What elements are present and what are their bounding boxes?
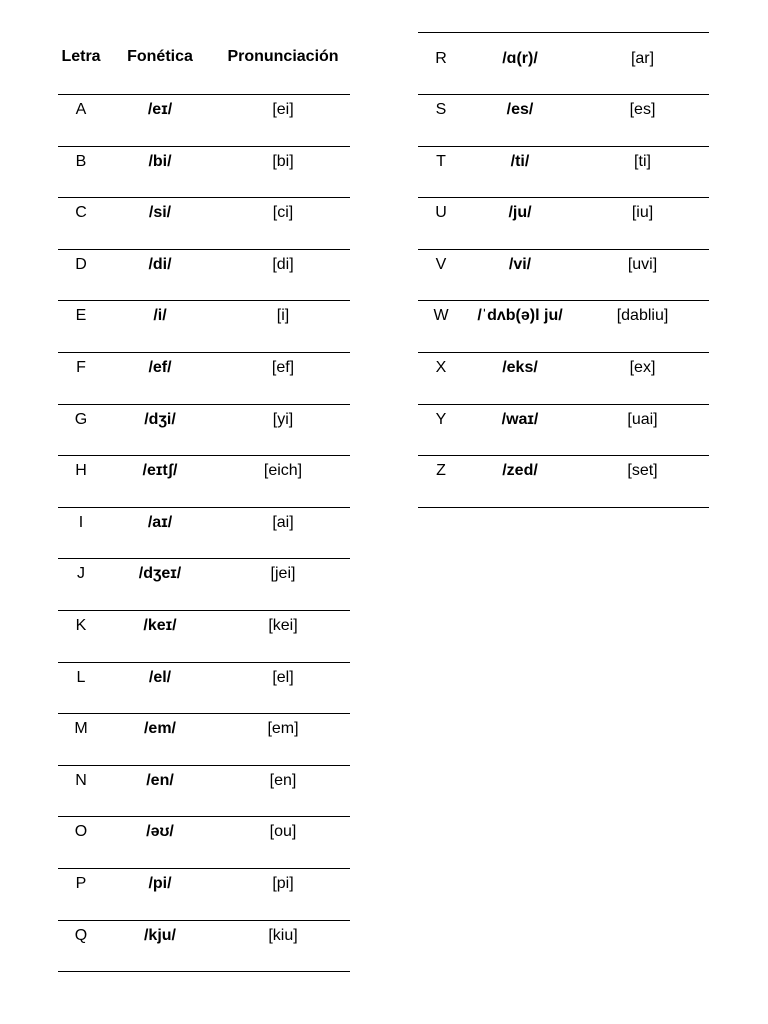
table-row — [58, 559, 350, 611]
cell-pronunciation: [set] — [627, 462, 658, 480]
cell-phonetic: /ju/ — [508, 204, 532, 222]
cell-letter: Y — [435, 410, 447, 428]
table-row — [58, 250, 350, 302]
table-row — [58, 198, 350, 250]
table-row — [418, 95, 709, 147]
cell-phonetic: /pi/ — [148, 874, 172, 892]
table-row — [58, 663, 350, 715]
table-body-right — [418, 32, 709, 508]
table-row — [58, 147, 350, 199]
cell-pronunciation: [em] — [267, 720, 299, 738]
cell-letter: V — [435, 255, 447, 273]
table-header — [58, 32, 350, 95]
table-row — [418, 301, 709, 353]
header-phonetic: Fonética — [127, 48, 193, 65]
cell-pronunciation: [kei] — [268, 616, 298, 634]
table-row — [418, 353, 709, 405]
table-row — [418, 456, 709, 508]
table-row — [418, 405, 709, 457]
cell-letter: B — [75, 152, 87, 170]
cell-letter: S — [435, 101, 447, 118]
table-row — [58, 817, 350, 869]
table-row — [58, 714, 350, 766]
cell-phonetic: /di/ — [148, 255, 172, 273]
cell-pronunciation: [eich] — [263, 462, 303, 480]
cell-letter: H — [75, 462, 87, 480]
cell-pronunciation: [ou] — [269, 823, 297, 841]
cell-letter: X — [435, 358, 447, 376]
table-row — [58, 611, 350, 663]
cell-phonetic: /ˈdʌb(ə)l ju/ — [477, 307, 563, 325]
cell-pronunciation: [ai] — [272, 513, 294, 531]
cell-pronunciation: [uai] — [627, 410, 658, 428]
cell-phonetic: /es/ — [506, 101, 534, 118]
table-row — [58, 766, 350, 818]
table-body-left — [58, 95, 350, 972]
cell-pronunciation: [ef] — [271, 358, 295, 376]
header-pronunciation: Pronunciación — [227, 48, 339, 65]
cell-letter: Q — [74, 926, 88, 944]
alphabet-table-left — [58, 32, 350, 972]
cell-phonetic: /ef/ — [148, 358, 172, 376]
cell-pronunciation: [jei] — [270, 565, 296, 583]
table-row — [58, 301, 350, 353]
cell-phonetic: /vi/ — [508, 255, 532, 273]
cell-letter: F — [76, 358, 86, 376]
cell-pronunciation: [dabliu] — [616, 307, 669, 325]
table-row — [58, 508, 350, 560]
cell-phonetic: /zed/ — [502, 462, 538, 480]
cell-letter: M — [74, 720, 88, 738]
cell-letter: L — [76, 668, 86, 686]
table-row — [58, 95, 350, 147]
table-row — [58, 405, 350, 457]
cell-phonetic: /eɪ/ — [147, 101, 173, 118]
cell-letter: U — [435, 204, 447, 222]
cell-phonetic: /ti/ — [510, 152, 530, 170]
cell-phonetic: /si/ — [148, 204, 172, 222]
cell-pronunciation: [el] — [272, 668, 294, 686]
cell-letter: Z — [436, 462, 446, 480]
cell-letter: W — [433, 307, 449, 325]
cell-letter: G — [74, 410, 88, 428]
cell-pronunciation: [bi] — [272, 152, 294, 170]
cell-letter: J — [77, 565, 85, 583]
table-row — [418, 198, 709, 250]
cell-letter: K — [75, 616, 87, 634]
cell-phonetic: /em/ — [143, 720, 176, 738]
cell-letter: N — [75, 771, 87, 789]
cell-letter: T — [436, 152, 446, 170]
cell-pronunciation: [en] — [269, 771, 297, 789]
cell-pronunciation: [di] — [272, 255, 294, 273]
table-row — [58, 353, 350, 405]
cell-phonetic: /aɪ/ — [147, 513, 173, 531]
cell-pronunciation: [i] — [276, 307, 290, 325]
cell-pronunciation: [uvi] — [627, 255, 658, 273]
cell-pronunciation: [kiu] — [268, 926, 298, 944]
cell-pronunciation: [yi] — [272, 410, 294, 428]
cell-pronunciation: [ti] — [634, 152, 651, 170]
table-row — [58, 456, 350, 508]
table-row — [418, 147, 709, 199]
cell-phonetic: /eks/ — [502, 358, 538, 376]
cell-phonetic: /kju/ — [143, 926, 176, 944]
cell-phonetic: /bi/ — [148, 152, 172, 170]
cell-phonetic: /el/ — [148, 668, 172, 686]
cell-pronunciation: [ar] — [630, 50, 655, 67]
cell-letter: R — [435, 50, 447, 67]
table-row — [58, 921, 350, 973]
cell-phonetic: /dʒeɪ/ — [138, 565, 182, 583]
cell-pronunciation: [ei] — [272, 101, 294, 118]
alphabet-table-right — [418, 32, 709, 508]
cell-letter: P — [75, 874, 87, 892]
cell-phonetic: /waɪ/ — [501, 410, 539, 428]
cell-letter: O — [74, 823, 88, 841]
cell-phonetic: /i/ — [153, 307, 167, 325]
cell-phonetic: /eɪtʃ/ — [142, 462, 178, 480]
cell-letter: E — [75, 307, 87, 325]
cell-phonetic: /ɑ(r)/ — [502, 50, 538, 67]
cell-pronunciation: [es] — [629, 101, 656, 118]
cell-pronunciation: [ci] — [272, 204, 294, 222]
cell-phonetic: /keɪ/ — [143, 616, 177, 634]
cell-pronunciation: [iu] — [631, 204, 654, 222]
table-row — [418, 250, 709, 302]
header-letter: Letra — [61, 48, 101, 65]
cell-phonetic: /əʊ/ — [146, 823, 174, 841]
cell-pronunciation: [ex] — [629, 358, 656, 376]
cell-letter: D — [75, 255, 87, 273]
cell-letter: I — [78, 513, 84, 531]
cell-letter: A — [75, 101, 87, 118]
cell-pronunciation: [pi] — [272, 874, 294, 892]
cell-phonetic: /dʒi/ — [144, 410, 176, 428]
cell-phonetic: /en/ — [146, 771, 174, 789]
cell-letter: C — [75, 204, 87, 222]
table-row — [58, 869, 350, 921]
table-row — [418, 32, 709, 95]
